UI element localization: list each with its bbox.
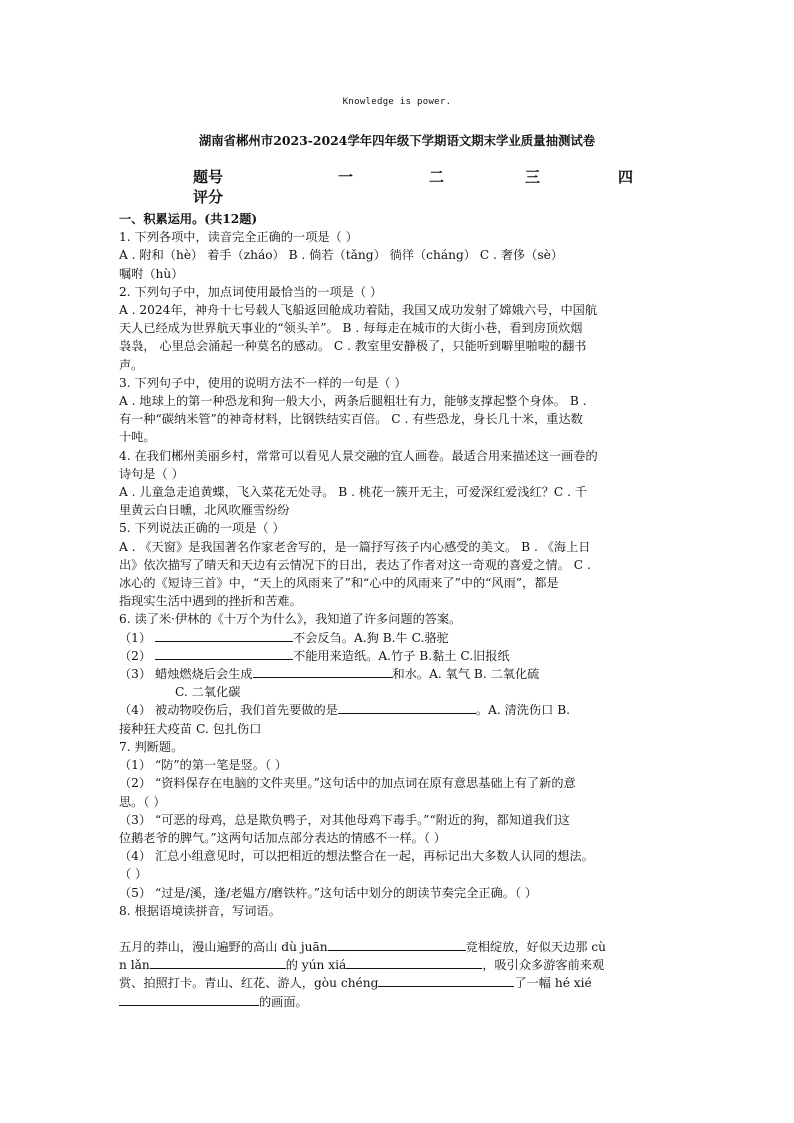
question-1-options: A . 附和（hè） 着手（zháo） B . 倘若（tǎng） 徜徉（cháng） C . 奢侈（sè）: [119, 248, 564, 263]
answer-blank[interactable]: [328, 938, 466, 951]
score-table-cell: 一: [338, 168, 354, 186]
question-4-line: 里黄云白日曛，北风吹雁雪纷纷: [119, 503, 290, 518]
passage-text: 的 yún xiá: [285, 958, 347, 973]
question-3-line: 十吨。: [119, 430, 156, 445]
question-5-stem: 5. 下列说法正确的一项是（ ）: [119, 521, 285, 536]
answer-blank[interactable]: [378, 974, 514, 987]
question-1-options-cont: 嘱咐（hù）: [119, 266, 184, 281]
question-6-stem: 6. 读了米·伊林的《十万个为什么》，我知道了许多问题的答案。: [119, 612, 462, 627]
question-7-stem: 7. 判断题。: [119, 739, 184, 754]
passage-text: 竞相绽放，好似天边那 cù: [465, 939, 607, 954]
passage-text: 赏、拍照打卡。青山、红花、游人，gòu chéng: [119, 976, 379, 991]
sub-number: （4）: [119, 703, 152, 718]
sub-text: 蜡烛燃烧后会生成: [155, 667, 253, 682]
sub-text: 被动物咬伤后，我们首先要做的是: [155, 703, 338, 718]
passage-text: n lǎn: [119, 958, 150, 973]
page-title: 湖南省郴州市2023-2024学年四年级下学期语文期末学业质量抽测试卷: [198, 133, 596, 148]
question-6-sub-2: [119, 647, 675, 665]
sub-text: 不能用来造纸。A.竹子 B.黏土 C.旧报纸: [293, 648, 510, 663]
question-3-line: 有一种“碳纳米管”的神奇材料，比钢铁结实百倍。 C . 有些恐龙，身长几十米，重达数: [119, 412, 583, 427]
question-7-sub: （3） “可恶的母鸡，总是欺负鸭子，对其他母鸡下毒手。”“附近的狗，都知道我们这: [119, 812, 570, 827]
question-7-sub: （ ）: [119, 867, 148, 882]
passage-text: 的画面。: [259, 994, 308, 1009]
question-2-line: 声。: [119, 357, 144, 372]
sub-number: （2）: [119, 648, 152, 663]
question-2-line: 袅袅， 心里总会涌起一种莫名的感动。 C . 教室里安静极了，只能听到噼里啪啦的翻书: [119, 339, 587, 354]
question-7-sub: （4） 汇总小组意见时，可以把相近的想法整合在一起，再标记出大多数人认同的想法。: [119, 849, 594, 864]
passage-text: 五月的莽山，漫山遍野的高山 dù juān: [119, 939, 328, 954]
question-7-sub: （5） “过是/溪，逢/老媪方/磨铁杵。”这句话中划分的朗读节奏完全正确。（ ）: [119, 885, 538, 900]
question-7-sub: 思。（ ）: [119, 794, 166, 809]
score-table-cell: 评分: [193, 188, 224, 206]
sub-text: 。A. 清洗伤口 B.: [475, 703, 571, 718]
answer-blank[interactable]: [155, 647, 293, 660]
question-5-line: A . 《天窗》是我国著名作家老舍写的，是一篇抒写孩子内心感受的美文。 B . 《海上日: [119, 539, 591, 554]
question-6-sub-3-cont: C. 二氧化碳: [175, 685, 241, 700]
question-1-stem: 1. 下列各项中，读音完全正确的一项是（ ）: [119, 230, 358, 245]
question-6-sub-4: [119, 701, 675, 719]
question-4-line: A . 儿童急走追黄蝶，飞入菜花无处寻。 B . 桃花一簇开无主，可爱深红爱浅红？C . 千: [119, 485, 588, 500]
question-6-sub-3: [119, 665, 675, 683]
question-5-line: 冰心的《短诗三首》中，“天上的风雨来了”和“心中的风雨来了”中的“风雨”，都是: [119, 576, 559, 591]
question-5-line: 指现实生活中遇到的挫折和苦难。: [119, 594, 302, 609]
passage-text: ，吸引众多游客前来观: [482, 958, 605, 973]
score-table-cell: 三: [525, 168, 541, 186]
question-6-sub-1: [119, 629, 675, 647]
question-7-sub: 位鹅老爷的脾气。”这两句话加点部分表达的情感不一样。（ ）: [119, 830, 446, 845]
question-2-stem: 2. 下列句子中，加点词使用最恰当的一项是（ ）: [119, 284, 383, 299]
question-4-line: 诗句是（ ）: [119, 466, 184, 481]
answer-blank[interactable]: [155, 629, 293, 642]
answer-blank[interactable]: [119, 993, 259, 1006]
sub-number: （1）: [119, 630, 152, 645]
question-8-stem: 8. 根据语境读拼音，写词语。: [119, 903, 281, 918]
answer-blank[interactable]: [346, 956, 482, 969]
question-4-line: 4. 在我们郴州美丽乡村，常常可以看见人景交融的宜人画卷。最适合用来描述这一画卷的: [119, 448, 598, 463]
answer-blank[interactable]: [150, 956, 286, 969]
answer-blank[interactable]: [338, 701, 476, 714]
question-3-stem: 3. 下列句子中，使用的说明方法不一样的一句是（ ）: [119, 375, 407, 390]
sub-number: （3）: [119, 667, 152, 682]
sub-text: 和水。A. 氧气 B. 二氧化硫: [392, 667, 540, 682]
question-2-line: A . 2024年，神舟十七号载人飞船返回舱成功着陆，我国又成功发射了嫦娥六号，中国航: [119, 303, 598, 318]
answer-blank[interactable]: [253, 665, 393, 678]
question-8-passage-line: [119, 974, 675, 992]
sub-text: 不会反刍。A.狗 B.牛 C.骆驼: [293, 630, 449, 645]
spacer: [119, 920, 675, 938]
score-table-cell: 题号: [193, 168, 224, 186]
question-5-line: 出》依次描写了晴天和天边有云情况下的日出，表达了作者对这一奇观的喜爱之情。 C .: [119, 557, 591, 572]
question-6-sub-4-cont: 接种狂犬疫苗 C. 包扎伤口: [119, 721, 262, 736]
score-table-cell: 四: [618, 168, 634, 186]
score-table-cell: 二: [429, 168, 445, 186]
question-3-line: A . 地球上的第一种恐龙和狗一般大小，两条后腿粗壮有力，能够支撑起整个身体。 B .: [119, 394, 587, 409]
score-table-score-row: [193, 186, 653, 210]
passage-text: 了一幅 hé xié: [514, 976, 592, 991]
question-8-passage-line: [119, 938, 675, 956]
question-8-passage-line: [119, 956, 675, 974]
score-table: [193, 166, 653, 210]
motto: Knowledge is power.: [342, 97, 452, 107]
question-8-passage-line: [119, 993, 675, 1011]
question-2-line: 天人已经成为世界航天事业的“领头羊”。 B . 每每走在城市的大街小巷，看到房顶炊烟: [119, 321, 583, 336]
question-7-sub: （1） “防”的第一笔是竖。（ ）: [119, 758, 288, 773]
question-7-sub: （2） “资料保存在电脑的文件夹里。”这句话中的加点词在原有意思基础上有了新的意: [119, 776, 576, 791]
section-heading: 一、积累运用。(共12题): [119, 212, 258, 226]
exam-body: [119, 210, 675, 1011]
